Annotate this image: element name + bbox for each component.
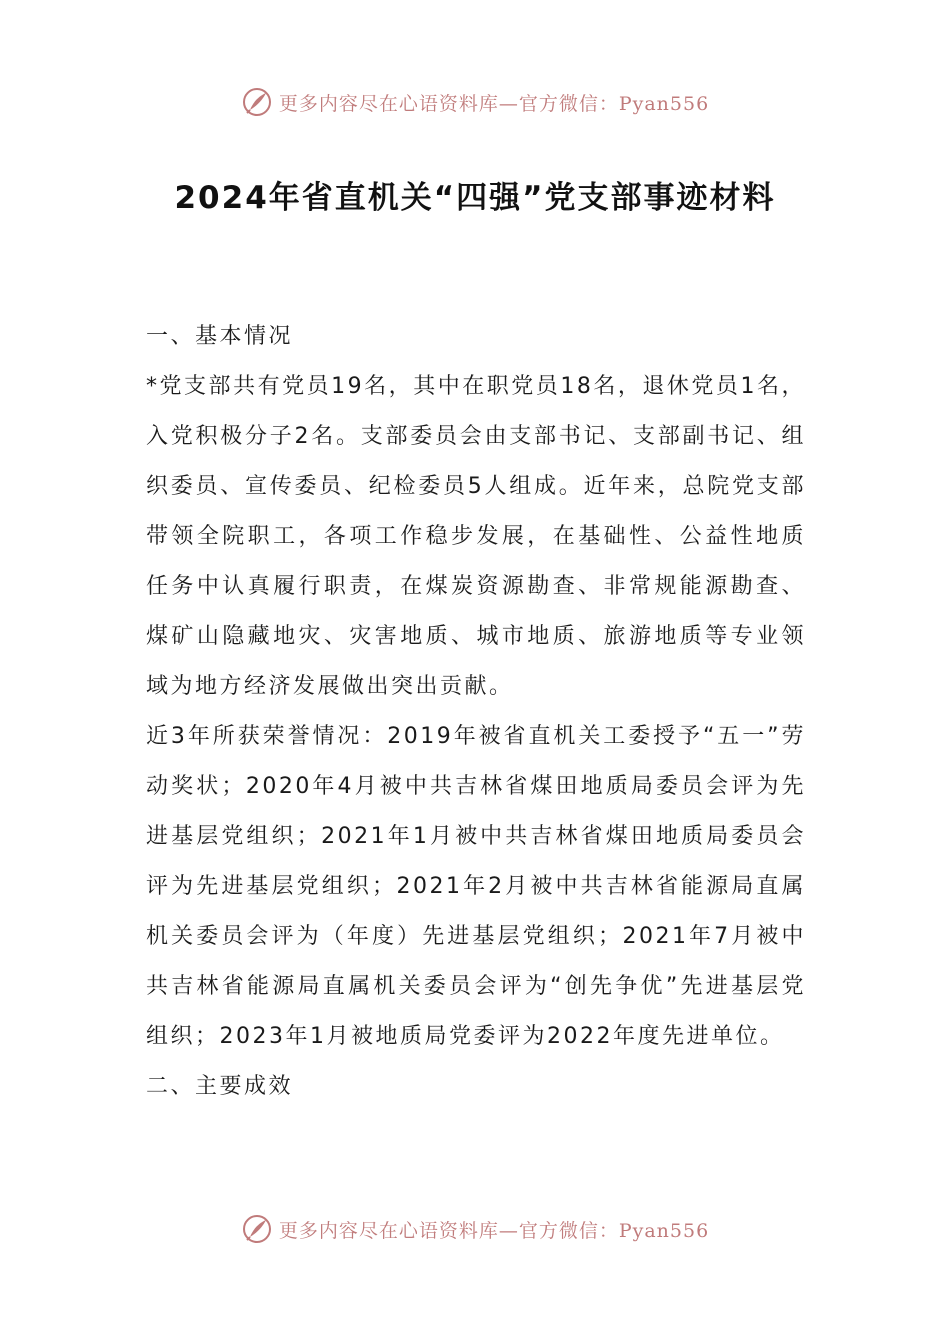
watermark-text: 更多内容尽在心语资料库—官方微信：Pyan556 xyxy=(278,1219,710,1242)
section-heading-basic-info: 一、基本情况 xyxy=(146,324,294,349)
watermark-text: 更多内容尽在心语资料库—官方微信：Pyan556 xyxy=(278,92,710,115)
footer-watermark-banner xyxy=(0,1209,950,1249)
header-watermark-banner xyxy=(0,82,950,122)
paragraph-honors: 近3年所获荣誉情况：2019年被省直机关工委授予“五一”劳动奖状；2020年4月被中共吉林省煤田地质局委员会评为先进基层党组织；2021年1月被中共吉林省煤田地质局委员会评为先进基层党组织；2021年2月被中共吉林省能源局直属机关委员会评为（年度）先进基层党组织；2021年7月被中共吉林省能源局直属机关委员会评为“创先争优”先进基层党组织；2023年1月被地质局党委评为2022年度先进单位。 xyxy=(146,724,806,1049)
document-title: 2024年省直机关“四强”党支部事迹材料 xyxy=(174,180,776,216)
section-heading-achievements: 二、主要成效 xyxy=(146,1074,294,1099)
feather-quill-logo xyxy=(241,1213,273,1245)
document-body xyxy=(146,312,806,1112)
paragraph-membership: *党支部共有党员19名，其中在职党员18名，退休党员1名，入党积极分子2名。支部委员会由支部书记、支部副书记、组织委员、宣传委员、纪检委员5人组成。近年来，总院党支部带领全院职工，各项工作稳步发展，在基础性、公益性地质任务中认真履行职责，在煤炭资源勘查、非常规能源勘查、煤矿山隐藏地灾、灾害地质、城市地质、旅游地质等专业领域为地方经济发展做出突出贡献。 xyxy=(146,374,806,699)
feather-quill-logo xyxy=(241,86,273,118)
